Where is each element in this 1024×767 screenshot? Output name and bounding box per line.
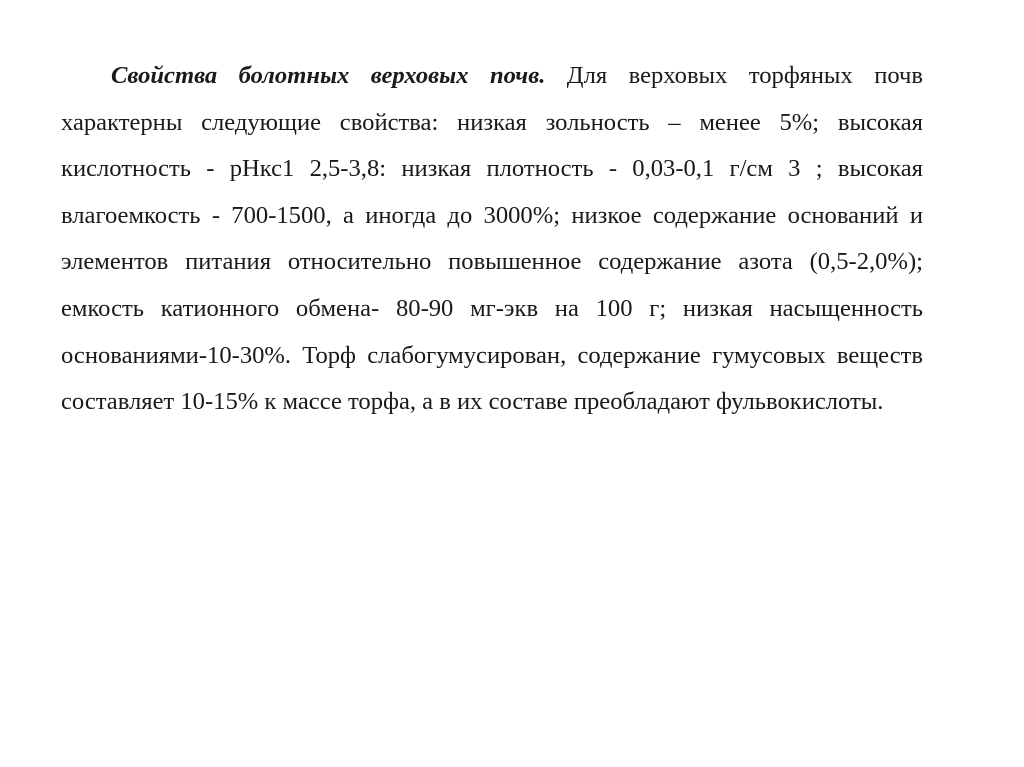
paragraph bbox=[61, 53, 923, 426]
paragraph-lead-heading: Свойства болотных верховых почв. bbox=[111, 62, 546, 89]
text-block bbox=[61, 53, 923, 426]
paragraph-body: Для верховых торфяных почв характерны следующие свойства: низкая зольность – менее 5%; высокая кислотность - рНкс1 2,5-3,8: низкая плотность - 0,03-0,1 г/см 3 ; высокая влагоемкость - 700-1500, а иногда до 3000%; низкое содержание оснований и элементов питания относительно повышенное содержание азота (0,5-2,0%); емкость катионного обмена- 80-90 мг-экв на 100 г; низкая насыщенность основаниями-10-30%. Торф слабогумусирован, содержание гумусовых веществ составляет 10-15% к массе торфа, а в их составе преобладают фульвокислоты. bbox=[61, 62, 923, 416]
